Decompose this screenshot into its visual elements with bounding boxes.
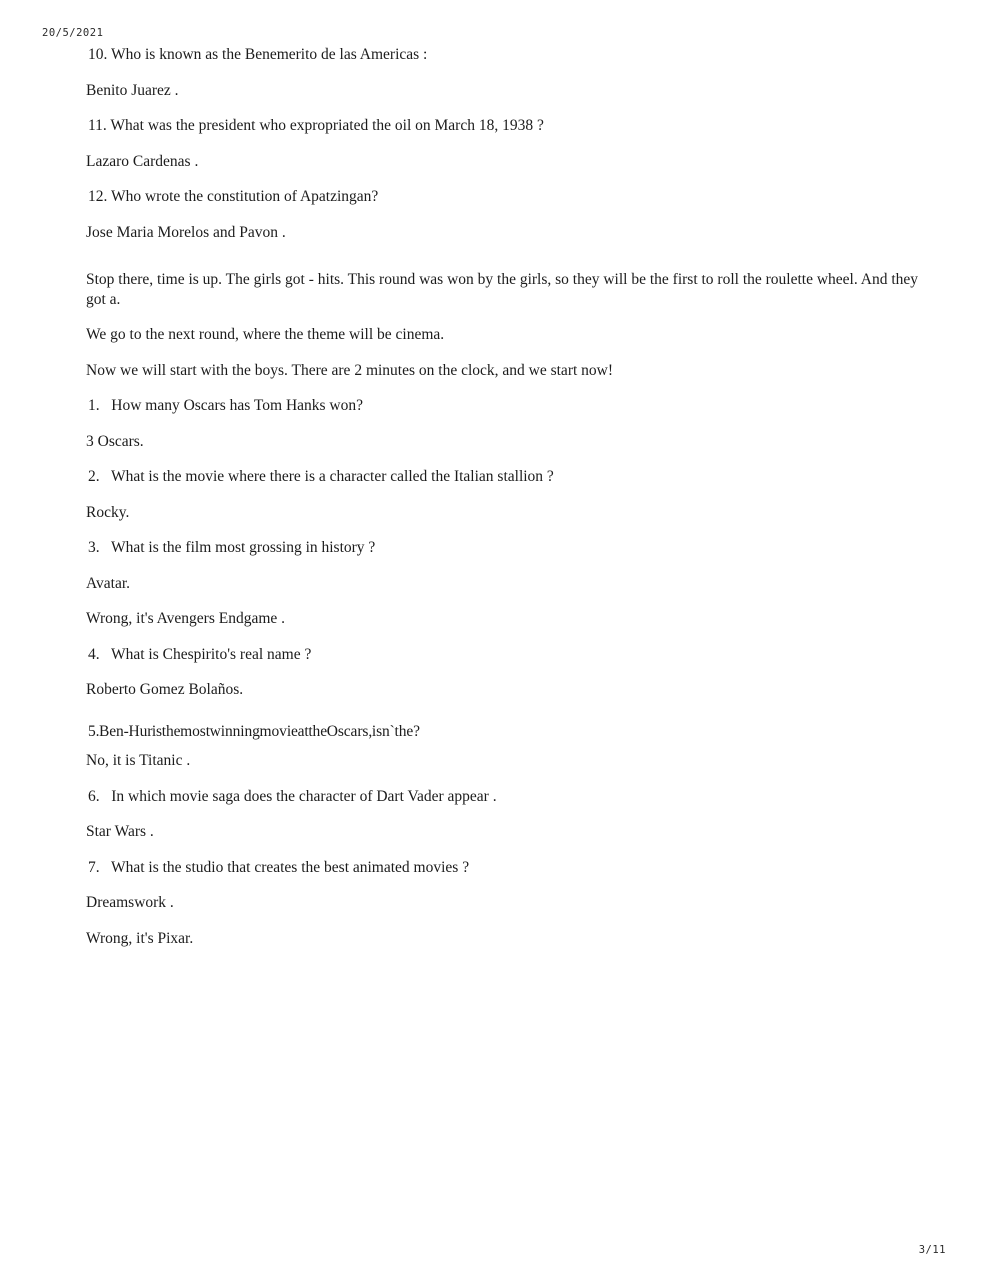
- question-line-10: 10. Who is known as the Benemerito de las Americas :: [88, 46, 428, 63]
- question-line-3: 3. What is the film most grossing in history ?: [88, 539, 376, 556]
- answer-line-2: Rocky.: [86, 503, 130, 521]
- narration-round-end: Stop there, time is up. The girls got - hits. This round was won by the girls, so they will be the first to roll the roulette wheel. And they got a.: [86, 271, 922, 308]
- answer-line-1: 3 Oscars.: [86, 432, 144, 450]
- correction-line-7: Wrong, it's Pixar.: [86, 929, 194, 947]
- answer-line-3: Avatar.: [86, 574, 131, 592]
- question-line-2: 2. What is the movie where there is a character called the Italian stallion ?: [88, 468, 554, 485]
- question-line-7: 7. What is the studio that creates the best animated movies ?: [88, 858, 470, 876]
- page-number: 3/11: [918, 1244, 946, 1256]
- date-stamp: 20/5/2021: [42, 27, 104, 39]
- narration-start-boys: Now we will start with the boys. There are 2 minutes on the clock, and we start now!: [86, 361, 614, 379]
- question-line-1: 1. How many Oscars has Tom Hanks won?: [88, 397, 364, 414]
- answer-line-5: No, it is Titanic .: [86, 752, 191, 769]
- answer-line-10: Benito Juarez .: [86, 81, 179, 99]
- question-line-6: 6. In which movie saga does the character of Dart Vader appear .: [88, 787, 497, 805]
- correction-line-3: Wrong, it's Avengers Endgame .: [86, 610, 286, 627]
- answer-line-6: Star Wars .: [86, 823, 154, 840]
- answer-line-4: Roberto Gomez Bolaños.: [86, 681, 244, 698]
- question-line-12: 12. Who wrote the constitution of Apatzingan?: [88, 188, 379, 205]
- question-line-5: 5. Ben- Hur is the most winning movie at the Oscars, isn` the?: [88, 722, 420, 740]
- answer-line-7: Dreamswork .: [86, 894, 174, 911]
- narration-next-round: We go to the next round, where the theme will be cinema.: [86, 326, 445, 343]
- answer-line-12: Jose Maria Morelos and Pavon .: [86, 223, 286, 241]
- question-line-4: 4. What is Chespirito's real name ?: [88, 645, 312, 663]
- answer-line-11: Lazaro Cardenas .: [86, 152, 199, 170]
- question-line-11: 11. What was the president who expropriated the oil on March 18, 1938 ?: [88, 117, 544, 134]
- document-body: [86, 45, 922, 964]
